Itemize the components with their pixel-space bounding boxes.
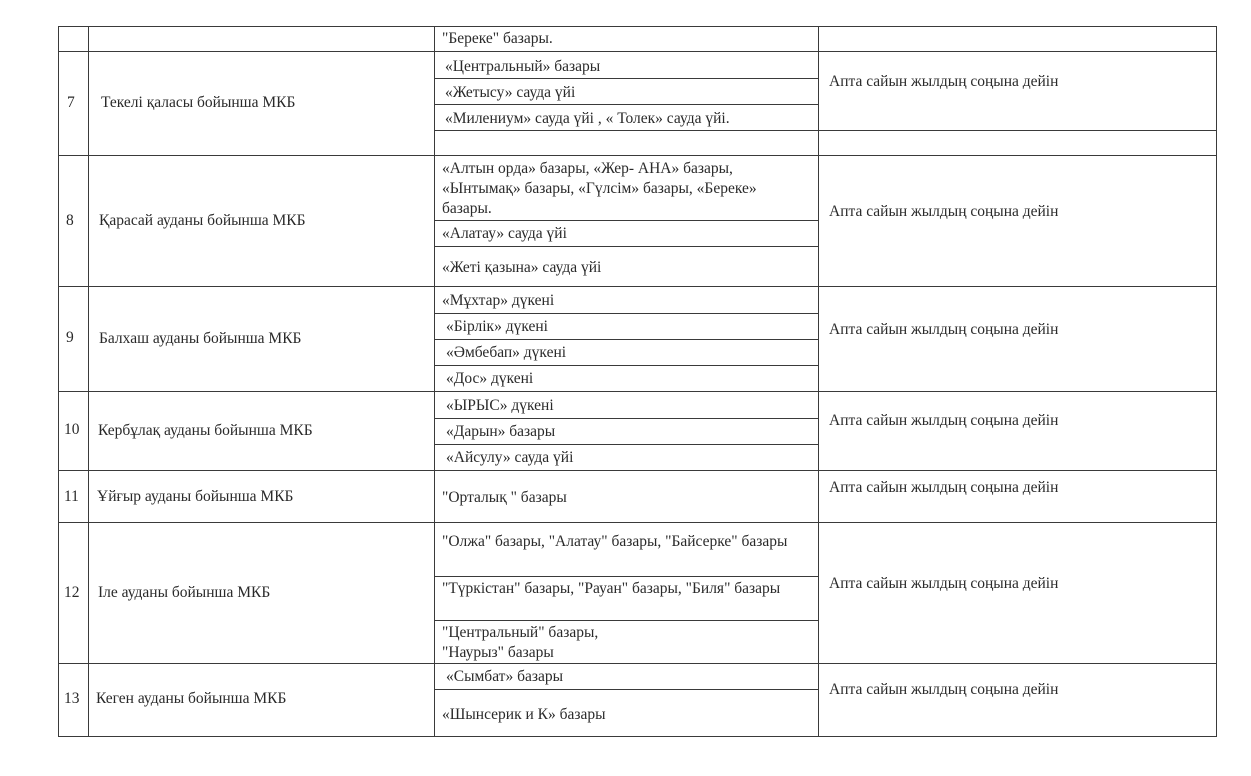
place-cell: «Алатау» сауда үйі [442, 225, 567, 242]
table-line [434, 220, 819, 221]
place-cell: «Айсулу» сауда үйі [446, 449, 574, 466]
place-cell: «Жетысу» сауда үйі [445, 84, 576, 101]
table-line [434, 313, 819, 314]
row-number: 12 [64, 584, 80, 601]
schedule-cell: Апта сайын жылдың соңына дейін [829, 321, 1059, 338]
district-cell: Кербұлақ ауданы бойынша МКБ [98, 422, 313, 439]
place-cell: «Сымбат» базары [446, 668, 564, 685]
place-cell: «Центральный» базары [445, 58, 601, 75]
table-line [1216, 26, 1217, 737]
table-line [818, 26, 819, 737]
place-cell: «Бірлік» дүкені [446, 318, 548, 335]
district-cell: Кеген ауданы бойынша МКБ [96, 690, 287, 707]
row-number: 11 [64, 488, 79, 505]
place-cell: «Шынсерик и К» базары [442, 706, 606, 723]
place-cell: «Жеті қазына» сауда үйі [442, 259, 602, 276]
table-line [434, 104, 819, 105]
schedule-cell: Апта сайын жылдың соңына дейін [829, 73, 1059, 90]
table-line [434, 689, 819, 690]
table-line [58, 522, 1217, 523]
schedule-cell: Апта сайын жылдың соңына дейін [829, 479, 1059, 496]
row-number: 13 [64, 690, 80, 707]
place-cell: «Милениум» сауда үйі , « Толек» сауда үйі. [445, 110, 730, 127]
schedule-cell: Апта сайын жылдың соңына дейін [829, 681, 1059, 698]
table-line [58, 736, 1217, 737]
row-number: 7 [67, 94, 75, 111]
table-line [58, 51, 1217, 52]
table-line [434, 418, 819, 419]
table-line [434, 576, 819, 577]
table-line [818, 130, 1217, 131]
place-cell: "Береке" базары. [442, 30, 553, 47]
district-cell: Балхаш ауданы бойынша МКБ [99, 330, 302, 347]
table-line [88, 26, 89, 737]
schedule-cell: Апта сайын жылдың соңына дейін [829, 412, 1059, 429]
table-line [58, 155, 1217, 156]
place-cell: «Әмбебап» дүкені [446, 344, 567, 361]
place-cell: «Мұхтар» дүкені [442, 292, 555, 309]
row-number: 10 [64, 421, 80, 438]
place-cell: "Орталық " базары [442, 489, 567, 506]
table-line [434, 620, 819, 621]
table-line [434, 130, 819, 131]
table-line [434, 444, 819, 445]
table-line [58, 286, 1217, 287]
place-cell: "Олжа" базары, "Алатау" базары, "Байсерке" базары [442, 533, 788, 550]
place-cell: «Алтын орда» базары, «Жер- АНА» базары, «Ынтымақ» базары, «Гүлсім» базары, «Береке» базары. [442, 160, 757, 217]
table-line [58, 26, 1217, 27]
place-cell: «Дарын» базары [446, 423, 556, 440]
row-number: 8 [66, 212, 74, 229]
district-cell: Ұйғыр ауданы бойынша МКБ [97, 488, 294, 505]
table-line [434, 78, 819, 79]
district-cell: Текелі қаласы бойынша МКБ [101, 94, 296, 111]
table-line [434, 246, 819, 247]
place-cell: «Дос» дүкені [446, 370, 534, 387]
place-cell: «ЫРЫС» дүкені [446, 397, 554, 414]
district-cell: Іле ауданы бойынша МКБ [98, 584, 271, 601]
table-line [58, 391, 1217, 392]
schedule-cell: Апта сайын жылдың соңына дейін [829, 203, 1059, 220]
table-line [58, 470, 1217, 471]
table-line [58, 26, 59, 737]
place-cell: "Түркістан" базары, "Рауан" базары, "Биля" базары [442, 580, 781, 597]
table-line [434, 339, 819, 340]
district-cell: Қарасай ауданы бойынша МКБ [99, 212, 306, 229]
row-number: 9 [66, 329, 74, 346]
place-cell: "Центральный" базары, "Наурыз" базары [442, 624, 599, 661]
table-line [434, 26, 435, 737]
table-line [58, 663, 1217, 664]
table-line [434, 365, 819, 366]
schedule-cell: Апта сайын жылдың соңына дейін [829, 575, 1059, 592]
